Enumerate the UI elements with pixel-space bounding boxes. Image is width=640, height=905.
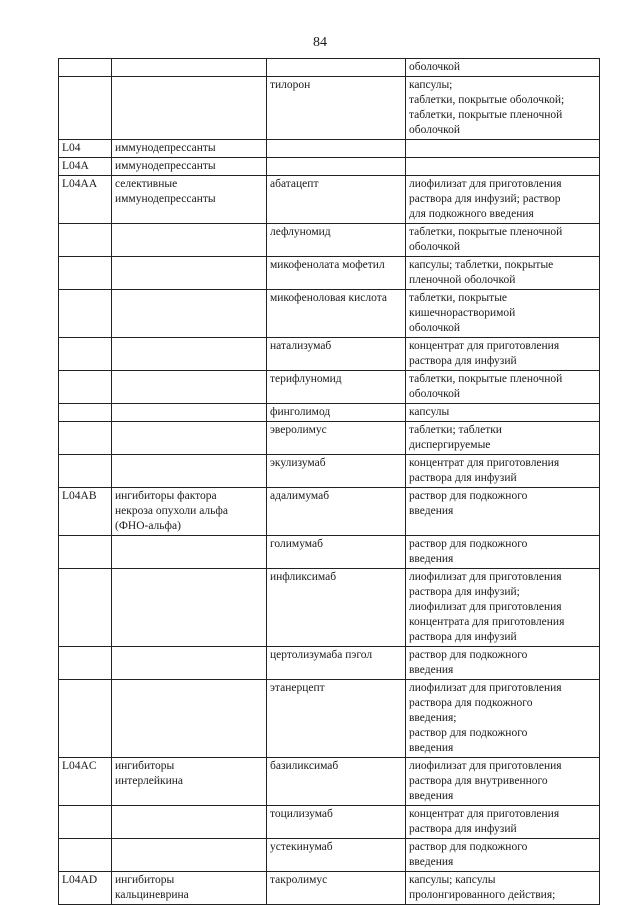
atc-code-cell: L04AA [59,176,112,224]
atc-code-cell: L04AB [59,488,112,536]
dosage-form-cell: таблетки; таблетки диспергируемые [406,422,600,455]
dosage-form-cell: раствор для подкожного введения [406,536,600,569]
atc-group-cell [112,422,267,455]
atc-code-cell [59,569,112,647]
atc-group-cell [112,404,267,422]
table-row [59,404,600,422]
dosage-form-cell: раствор для подкожного введения [406,647,600,680]
table-row [59,680,600,758]
dosage-form-cell: концентрат для приготовления раствора для инфузий [406,338,600,371]
atc-group-cell [112,338,267,371]
atc-code-cell [59,647,112,680]
table-row [59,371,600,404]
table-row [59,569,600,647]
atc-code-cell [59,680,112,758]
drug-table [58,58,600,905]
atc-code-cell: L04A [59,158,112,176]
table-row [59,77,600,140]
table-row [59,806,600,839]
table-row [59,647,600,680]
atc-group-cell: ингибиторы кальциневрина [112,872,267,905]
drug-name-cell: инфликсимаб [267,569,406,647]
table-row [59,290,600,338]
dosage-form-cell: таблетки, покрытые кишечнорастворимой оболочкой [406,290,600,338]
atc-group-cell [112,257,267,290]
drug-name-cell: микофенолата мофетил [267,257,406,290]
drug-name-cell: микофеноловая кислота [267,290,406,338]
table-row [59,758,600,806]
atc-group-cell: селективные иммунодепрессанты [112,176,267,224]
atc-group-cell [112,839,267,872]
drug-name-cell: базиликсимаб [267,758,406,806]
atc-code-cell: L04AC [59,758,112,806]
atc-group-cell: ингибиторы фактора некроза опухоли альфа (ФНО-альфа) [112,488,267,536]
atc-group-cell [112,536,267,569]
dosage-form-cell: капсулы; таблетки, покрытые пленочной оболочкой [406,257,600,290]
table-row [59,488,600,536]
dosage-form-cell: лиофилизат для приготовления раствора для инфузий; раствор для подкожного введения [406,176,600,224]
table-row [59,176,600,224]
atc-code-cell [59,371,112,404]
drug-name-cell: лефлуномид [267,224,406,257]
atc-code-cell [59,404,112,422]
dosage-form-cell: лиофилизат для приготовления раствора для подкожного введения; раствор для подкожного введения [406,680,600,758]
page-number: 84 [313,35,327,50]
atc-code-cell [59,806,112,839]
atc-group-cell [112,455,267,488]
drug-name-cell: устекинумаб [267,839,406,872]
table-row [59,224,600,257]
atc-code-cell [59,290,112,338]
atc-code-cell [59,59,112,77]
atc-group-cell [112,224,267,257]
table-row [59,455,600,488]
dosage-form-cell: лиофилизат для приготовления раствора для инфузий; лиофилизат для приготовления концентрата для приготовления раствора для инфузий [406,569,600,647]
dosage-form-cell: концентрат для приготовления раствора для инфузий [406,806,600,839]
drug-name-cell: голимумаб [267,536,406,569]
drug-name-cell: абатацепт [267,176,406,224]
table-row [59,140,600,158]
atc-code-cell [59,224,112,257]
atc-group-cell [112,647,267,680]
dosage-form-cell: концентрат для приготовления раствора для инфузий [406,455,600,488]
drug-name-cell [267,140,406,158]
atc-group-cell: иммунодепрессанты [112,140,267,158]
table-row [59,158,600,176]
drug-name-cell [267,59,406,77]
table-row [59,872,600,905]
atc-group-cell: иммунодепрессанты [112,158,267,176]
drug-name-cell: тоцилизумаб [267,806,406,839]
atc-group-cell [112,569,267,647]
dosage-form-cell: капсулы; капсулы пролонгированного действия; [406,872,600,905]
table-row [59,257,600,290]
drug-name-cell: этанерцепт [267,680,406,758]
drug-name-cell: экулизумаб [267,455,406,488]
table-row [59,59,600,77]
table-row [59,422,600,455]
drug-name-cell: финголимод [267,404,406,422]
atc-code-cell [59,536,112,569]
dosage-form-cell: лиофилизат для приготовления раствора для внутривенного введения [406,758,600,806]
dosage-form-cell: оболочкой [406,59,600,77]
drug-name-cell: такролимус [267,872,406,905]
dosage-form-cell: раствор для подкожного введения [406,488,600,536]
atc-group-cell [112,680,267,758]
atc-group-cell [112,371,267,404]
dosage-form-cell: раствор для подкожного введения [406,839,600,872]
atc-group-cell: ингибиторы интерлейкина [112,758,267,806]
dosage-form-cell [406,140,600,158]
atc-code-cell: L04 [59,140,112,158]
atc-group-cell [112,77,267,140]
dosage-form-cell: капсулы; таблетки, покрытые оболочкой; таблетки, покрытые пленочной оболочкой [406,77,600,140]
drug-name-cell: терифлуномид [267,371,406,404]
dosage-form-cell: таблетки, покрытые пленочной оболочкой [406,371,600,404]
drug-name-cell: эверолимус [267,422,406,455]
atc-group-cell [112,290,267,338]
dosage-form-cell [406,158,600,176]
atc-group-cell [112,806,267,839]
drug-name-cell: цертолизумаба пэгол [267,647,406,680]
dosage-form-cell: капсулы [406,404,600,422]
atc-code-cell [59,77,112,140]
table-row [59,338,600,371]
atc-code-cell [59,338,112,371]
table-row [59,536,600,569]
dosage-form-cell: таблетки, покрытые пленочной оболочкой [406,224,600,257]
atc-code-cell [59,422,112,455]
table-row [59,839,600,872]
table-body [59,59,600,905]
drug-name-cell: натализумаб [267,338,406,371]
atc-group-cell [112,59,267,77]
atc-code-cell [59,455,112,488]
atc-code-cell [59,257,112,290]
drug-name-cell: адалимумаб [267,488,406,536]
drug-name-cell: тилорон [267,77,406,140]
drug-name-cell [267,158,406,176]
atc-code-cell [59,839,112,872]
atc-code-cell: L04AD [59,872,112,905]
